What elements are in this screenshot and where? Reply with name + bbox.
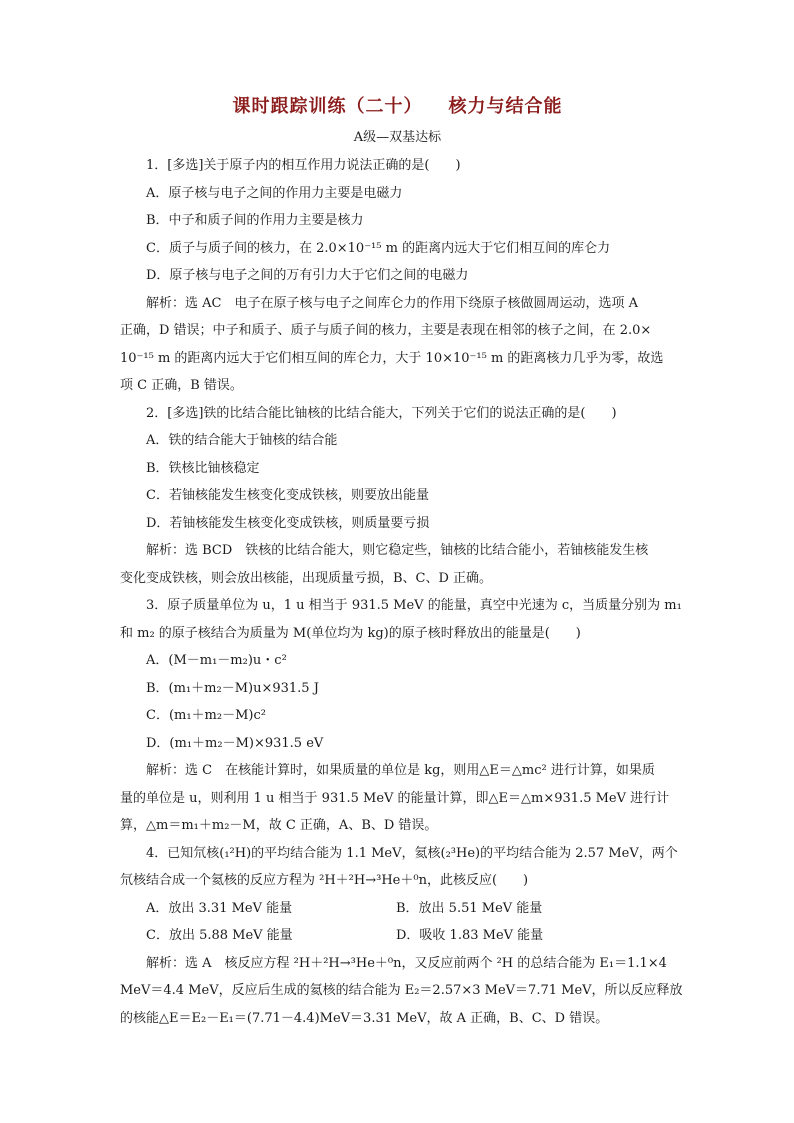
analysis-line: 解析：选 A 核反应方程 ²H＋²H→³He＋⁰n，又反应前两个 ²H 的总结合能为 E₁＝1.1×4 [146, 955, 667, 971]
question-2 [120, 400, 675, 593]
question-stem: 3．原子质量单位为 u，1 u 相当于 931.5 MeV 的能量，真空中光速为 c，当质量分别为 m₁ [146, 598, 682, 613]
option-a: A．原子核与电子之间的作用力主要是电磁力 [146, 185, 403, 201]
option-c: C．若铀核能发生核变化变成铁核，则要放出能量 [146, 488, 429, 503]
title-main: 课时跟踪训练（二十） [232, 96, 423, 117]
question-4 [120, 840, 683, 1033]
worksheet-page [120, 92, 683, 1032]
analysis-line: 解析：选 AC 电子在原子核与电子之间库仑力的作用下绕原子核做圆周运动，选项 A [146, 295, 638, 311]
option-d: D．(m₁＋m₂－M)×931.5 eV [146, 735, 324, 751]
analysis-line: MeV＝4.4 MeV，反应后生成的氦核的结合能为 E₂＝2.57×3 MeV＝7.71 MeV，所以反应释放 [120, 983, 683, 998]
analysis-line: 解析：选 C 在核能计算时，如果质量的单位是 kg，则用△E＝△mc² 进行计算，如果质 [146, 763, 655, 778]
analysis-line: 正确，D 错误；中子和质子、质子与质子间的核力，主要是表现在相邻的核子之间，在 2.0× [120, 323, 652, 338]
title-topic: 核力与结合能 [448, 96, 563, 117]
analysis-line: 解析：选 BCD 铁核的比结合能大，则它稳定些，铀核的比结合能小，若铀核能发生核 [146, 543, 649, 558]
page-title [120, 92, 675, 118]
option-b: B．(m₁＋m₂－M)u×931.5 J [146, 680, 319, 696]
option-a: A．(M－m₁－m₂)u・c² [146, 653, 287, 668]
analysis-line: 10⁻¹⁵ m 的距离内远大于它们相互间的库仑力，大于 10×10⁻¹⁵ m 的距离核力几乎为零，故选 [120, 350, 664, 366]
analysis-line: 变化变成铁核，则会放出核能，出现质量亏损，B、C、D 正确。 [120, 570, 493, 586]
question-3 [120, 592, 682, 840]
question-stem-cont: 和 m₂ 的原子核结合为质量为 M(单位均为 kg)的原子核时释放出的能量是( ) [120, 625, 581, 641]
option-row [120, 922, 675, 950]
analysis-line: 的核能△E＝E₂－E₁＝(7.71－4.4)MeV＝3.31 MeV，故 A 正确，B、C、D 错误。 [120, 1010, 609, 1026]
level-heading: A级—双基达标 [353, 130, 442, 145]
analysis-line: 量的单位是 u，则利用 1 u 相当于 931.5 MeV 的能量计算，即△E＝△m×931.5 MeV 进行计 [120, 790, 670, 806]
option-a: A．放出 3.31 MeV 能量 [146, 900, 293, 916]
option-d: D．原子核与电子之间的万有引力大于它们之间的电磁力 [146, 268, 469, 283]
question-stem: 1．[多选]关于原子内的相互作用力说法正确的是( ) [146, 158, 461, 173]
question-1 [120, 152, 675, 400]
option-d: D．若铀核能发生核变化变成铁核，则质量要亏损 [146, 515, 430, 531]
option-b: B．铁核比铀核稳定 [146, 460, 260, 476]
option-c: C．放出 5.88 MeV 能量 [146, 928, 293, 943]
question-stem: 2．[多选]铁的比结合能比铀核的比结合能大，下列关于它们的说法正确的是( ) [146, 405, 617, 421]
analysis-line: 项 C 正确，B 错误。 [120, 378, 243, 393]
option-b: B．中子和质子间的作用力主要是核力 [146, 213, 364, 228]
question-stem-cont: 氘核结合成一个氦核的反应方程为 ²H＋²H→³He＋⁰n，此核反应( ) [120, 873, 529, 888]
option-a: A．铁的结合能大于铀核的结合能 [146, 433, 338, 448]
question-stem: 4．已知氘核(₁²H)的平均结合能为 1.1 MeV，氦核(₂³He)的平均结合能为 2.57 MeV，两个 [146, 845, 678, 861]
option-row [120, 895, 675, 923]
option-c: C．质子与质子间的核力，在 2.0×10⁻¹⁵ m 的距离内远大于它们相互间的库仑力 [146, 240, 611, 256]
option-c: C．(m₁＋m₂－M)c² [146, 708, 266, 723]
analysis-line: 算，△m＝m₁＋m₂－M，故 C 正确，A、B、D 错误。 [120, 818, 438, 833]
option-b: B．放出 5.51 MeV 能量 [396, 900, 543, 916]
option-d: D．吸收 1.83 MeV 能量 [396, 928, 544, 943]
